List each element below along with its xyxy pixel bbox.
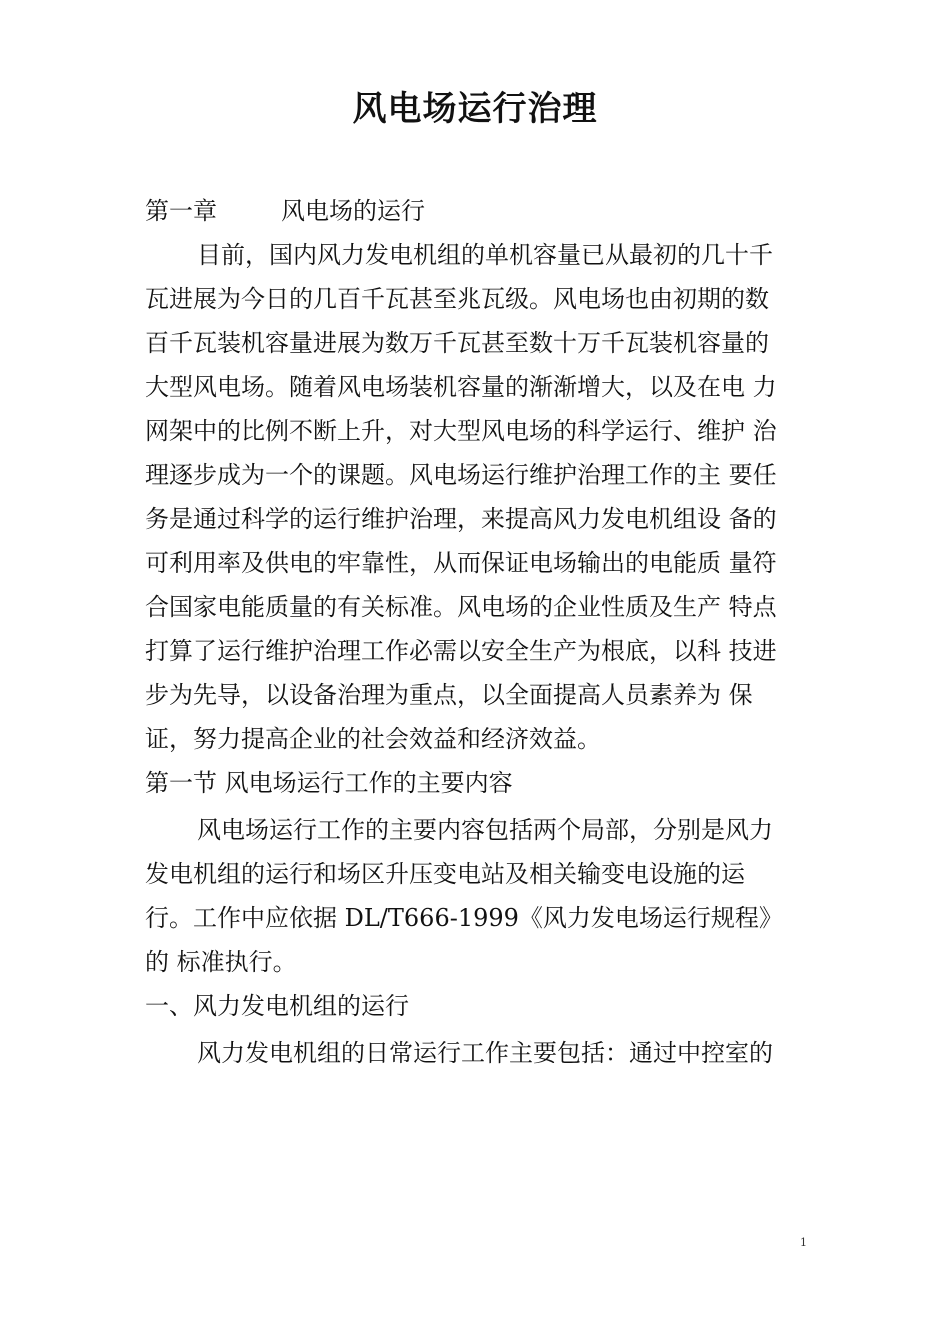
paragraph-line: 步为先导，以设备治理为重点，以全面提高人员素养为 保 bbox=[145, 681, 753, 709]
paragraph-line: 风电场运行工作的主要内容包括两个局部，分别是风力 bbox=[197, 816, 773, 844]
paragraph-line: 瓦进展为今日的几百千瓦甚至兆瓦级。风电场也由初期的数 bbox=[145, 285, 769, 313]
paragraph-line: 行。工作中应依据 DL/T666-1999《风力发电场运行规程》 bbox=[145, 904, 783, 932]
paragraph-line: 发电机组的运行和场区升压变电站及相关输变电设施的运 bbox=[145, 860, 745, 888]
paragraph-line: 风力发电机组的日常运行工作主要包括：通过中控室的 bbox=[197, 1039, 773, 1067]
paragraph-line: 务是通过科学的运行维护治理，来提高风力发电机组设 备的 bbox=[145, 505, 777, 533]
chapter-heading bbox=[145, 193, 425, 229]
document-title: 风电场运行治理 bbox=[352, 89, 598, 129]
chapter-name: 风电场的运行 bbox=[281, 197, 425, 225]
paragraph-line: 网架中的比例不断上升，对大型风电场的科学运行、维护 治 bbox=[145, 417, 777, 445]
paragraph-line: 的 标准执行。 bbox=[145, 948, 297, 976]
paragraph-line: 打算了运行维护治理工作必需以安全生产为根底，以科 技进 bbox=[145, 637, 777, 665]
paragraph-line: 可利用率及供电的牢靠性，从而保证电场输出的电能质 量符 bbox=[145, 549, 777, 577]
page-number: 1 bbox=[800, 1236, 807, 1249]
paragraph-line: 理逐步成为一个的课题。风电场运行维护治理工作的主 要任 bbox=[145, 461, 777, 489]
subsection-heading: 一、风力发电机组的运行 bbox=[145, 992, 409, 1020]
paragraph-line: 合国家电能质量的有关标准。风电场的企业性质及生产 特点 bbox=[145, 593, 777, 621]
section-heading: 第一节 风电场运行工作的主要内容 bbox=[145, 769, 513, 797]
paragraph-line: 百千瓦装机容量进展为数万千瓦甚至数十万千瓦装机容量的 bbox=[145, 329, 769, 357]
paragraph-line: 大型风电场。随着风电场装机容量的渐渐增大，以及在电 力 bbox=[145, 373, 777, 401]
paragraph-line: 证，努力提高企业的社会效益和经济效益。 bbox=[145, 725, 601, 753]
chapter-label: 第一章 bbox=[145, 197, 217, 225]
paragraph-line: 目前，国内风力发电机组的单机容量已从最初的几十千 bbox=[197, 241, 773, 269]
